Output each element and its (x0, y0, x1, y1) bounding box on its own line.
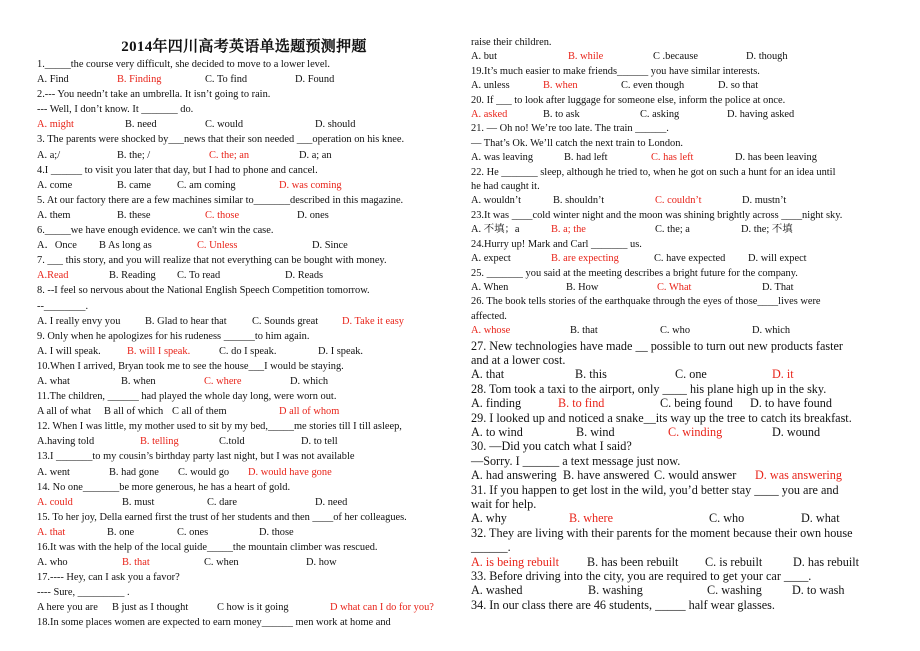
answer-option: D. to tell (301, 436, 338, 448)
answer-option: D. was answering (755, 468, 842, 483)
answer-option: B. Finding (117, 74, 162, 86)
answer-option: D. Take it easy (342, 315, 404, 327)
answer-option: A. had answering (471, 468, 557, 483)
answer-option: A all of what (37, 406, 91, 418)
answer-options (37, 404, 451, 419)
answer-options (471, 425, 885, 439)
answer-option: C. would go (178, 466, 230, 478)
answer-option: D. That (762, 281, 794, 293)
answer-option: A. Find (37, 74, 69, 86)
answer-option: D. Found (295, 74, 335, 86)
answer-options (471, 79, 885, 93)
answer-option: B. when (543, 80, 578, 92)
answer-option: C. do I speak. (219, 345, 277, 357)
answer-option: C .because (653, 51, 699, 63)
answer-option: D. has rebuilt (793, 554, 860, 569)
answer-option: C. Sounds great (252, 315, 319, 327)
answer-options (471, 555, 885, 569)
answer-options (471, 194, 885, 208)
answer-option: D. so that (718, 80, 759, 92)
answer-option: B. wind (576, 424, 615, 439)
answer-option: D. wound (772, 424, 821, 439)
answer-option: C. is rebuilt (705, 554, 763, 569)
answer-options (37, 178, 451, 193)
answer-option: B. shouldn’t (553, 195, 605, 207)
answer-options (37, 148, 451, 163)
answer-option: D. I speak. (318, 345, 364, 357)
answer-option: A here you are (37, 602, 98, 614)
answer-option: C. am coming (177, 179, 236, 191)
answer-options (471, 50, 885, 64)
answer-option: D. would have gone (248, 466, 332, 478)
answer-options (37, 555, 451, 570)
question-text: ______. (471, 540, 511, 555)
answer-option: B. had left (564, 152, 608, 164)
question-text: 33. Before driving into the city, you are required to get your car ____. (471, 569, 812, 584)
answer-option: A. that (471, 367, 505, 382)
left-column (37, 0, 451, 631)
question-text: 8. --I feel so nervous about the National English Speech Competition tomorrow. (37, 285, 370, 297)
answer-option: C. To read (177, 270, 221, 282)
answer-option: D. mustn’t (742, 195, 787, 207)
answer-options (471, 367, 885, 381)
answer-option: D what can I do for you? (330, 602, 434, 614)
answer-option: D. will expect (748, 253, 807, 265)
question-text: 23.It was ____cold winter night and the moon was shining brightly across ____night sky. (471, 209, 843, 221)
answer-option: B. that (122, 557, 150, 569)
answer-option: C how is it going (217, 602, 289, 614)
answer-option: B. came (117, 179, 152, 191)
answer-option: A. them (37, 209, 71, 221)
answer-option: C. Unless (197, 240, 238, 252)
answer-options (37, 495, 451, 510)
question-text: 24.Hurry up! Mark and Carl _______ us. (471, 238, 642, 250)
question-text: 18.In some places women are expected to earn money______ men work at home and (37, 617, 391, 629)
answer-options (471, 511, 885, 525)
answer-option: C. one (675, 367, 707, 382)
question-text: 25. _______ you said at the meeting describes a bright future for the company. (471, 267, 798, 279)
answer-option: D. to wash (792, 583, 845, 598)
question-text: wait for help. (471, 497, 537, 511)
answer-option: D. though (746, 51, 788, 63)
answer-option: C. would (205, 119, 244, 131)
question-text: 14. No one_______be more generous, he has a heart of gold. (37, 481, 291, 493)
answer-option: C. even though (621, 80, 685, 92)
question-text: --- Well, I don’t know. It _______ do. (37, 104, 194, 116)
answer-option: A. unless (471, 80, 510, 92)
answer-options (471, 108, 885, 122)
question-text: 13.I _______to my cousin’s birthday party last night, but I was not available (37, 451, 355, 463)
question-text: — That’s Ok. We’ll catch the next train to London. (471, 137, 684, 149)
answer-option: A. expect (471, 253, 511, 265)
question-text: ---- Sure, _________ . (37, 587, 130, 599)
question-text: 19.It’s much easier to make friends______ you have similar interests. (471, 65, 760, 77)
answer-option: C. who (709, 511, 745, 526)
answer-option: A. finding (471, 396, 522, 411)
answer-option: C. those (205, 209, 240, 221)
question-text: 3. The parents were shocked by___news that their son needed ___operation on his knee. (37, 134, 405, 146)
answer-options (37, 208, 451, 223)
answer-option: B. Reading (109, 270, 156, 282)
answer-option: B. have answered (563, 468, 650, 483)
answer-option: B. has been rebuilt (587, 554, 679, 569)
answer-option: A. I really envy you (37, 315, 121, 327)
question-text: 26. The book tells stories of the earthquake through the eyes of those____lives were (471, 296, 821, 308)
answer-option: B all of which (104, 406, 164, 418)
question-text: 28. Tom took a taxi to the airport, only ____ his plane high up in the sky. (471, 381, 827, 396)
answer-option: C. being found (660, 396, 733, 411)
answer-option: D. which (752, 325, 791, 337)
answer-option: B. will I speak. (127, 345, 191, 357)
answer-option: B. How (566, 281, 599, 293)
question-text: and at a lower cost. (471, 352, 566, 367)
left-question-list (37, 57, 451, 631)
answer-option: B. the; / (117, 149, 151, 161)
answer-option: D. Since (312, 240, 348, 252)
answer-option: A.Read (37, 270, 69, 282)
answer-option: A. was leaving (471, 152, 534, 164)
answer-option: C. To find (205, 74, 248, 86)
answer-option: A. whose (471, 325, 511, 337)
answer-option: D all of whom (279, 406, 340, 418)
answer-options (471, 324, 885, 338)
answer-option: A. what (37, 375, 70, 387)
question-text: 31. If you happen to get lost in the wild, you’d better stay ____ you are and (471, 482, 839, 497)
question-text: 30. —Did you catch what I said? (471, 439, 632, 454)
answer-option: D. Reads (285, 270, 324, 282)
answer-options (37, 374, 451, 389)
document-title: 2014年四川高考英语单选题预测押题 (121, 39, 367, 55)
answer-option: C. when (204, 557, 239, 569)
answer-option: C. couldn’t (655, 195, 702, 207)
question-text: 12. When I was little, my mother used to sit by my bed,_____me stories till I till asleep, (37, 421, 402, 433)
answer-option: D. a; an (299, 149, 332, 161)
answer-option: B. that (570, 325, 598, 337)
answer-option: A. who (37, 557, 68, 569)
answer-option: A．Once (37, 240, 77, 252)
answer-option: D. was coming (279, 179, 342, 191)
answer-option: A. to wind (471, 424, 523, 439)
answer-option: A. went (37, 466, 70, 478)
question-text: 21. — Oh no! We’re too late. The train ______. (471, 123, 669, 135)
answer-option: B. where (569, 511, 613, 526)
answer-options (471, 583, 885, 597)
answer-option: B. had gone (109, 466, 159, 478)
answer-options (471, 151, 885, 165)
answer-option: C. would answer (654, 468, 737, 483)
answer-options (37, 525, 451, 540)
question-text: 2.--- You needn’t take an umbrella. It isn’t going to rain. (37, 89, 271, 101)
answer-option: B. must (122, 496, 155, 508)
question-text: 20. If ___ to look after luggage for someone else, inform the police at once. (471, 94, 786, 106)
answer-option: A. that (37, 526, 66, 538)
question-text: affected. (471, 310, 507, 322)
answer-option: B As long as (99, 240, 152, 252)
answer-option: A.having told (37, 436, 95, 448)
answer-option: A. wouldn’t (471, 195, 522, 207)
answer-option: C. washing (707, 583, 762, 598)
answer-option: D. which (290, 375, 329, 387)
answer-option: D. what (801, 511, 840, 526)
answer-option: D. those (259, 526, 294, 538)
answer-options (471, 396, 885, 410)
answer-option: A. but (471, 51, 497, 63)
answer-option: D. it (772, 367, 794, 382)
answer-option: B just as I thought (112, 602, 189, 614)
question-text: 22. He _______ sleep, although he tried to, when he got on such a hunt for an idea until (471, 166, 836, 178)
answer-option: B. when (121, 375, 156, 387)
answer-option: D. has been leaving (735, 152, 817, 164)
question-text: 1._____the course very difficult, she decided to move to a lower level. (37, 59, 330, 70)
answer-option: B. washing (588, 583, 643, 598)
question-text: raise their children. (471, 37, 552, 48)
answer-option: C. ones (177, 526, 209, 538)
answer-options (37, 434, 451, 449)
answer-option: C. winding (668, 424, 723, 439)
answer-option: A. why (471, 511, 507, 526)
answer-option: B. need (125, 119, 157, 131)
answer-option: A. asked (471, 109, 508, 121)
answer-option: C. dare (207, 496, 238, 508)
question-text: 29. I looked up and noticed a snake__its way up the tree to catch its breakfast. (471, 410, 852, 425)
right-column-top-spacer (471, 0, 885, 36)
answer-option: B. a; the (551, 224, 586, 236)
question-text: 6._____we have enough evidence. we can't win the case. (37, 225, 274, 237)
answer-options (471, 468, 885, 482)
answer-option: D. to have found (750, 396, 832, 411)
question-text: 34. In our class there are 46 students, _____ half wear glasses. (471, 597, 775, 612)
question-text: 11.The children, ______ had played the whole day long, were worn out. (37, 391, 337, 403)
answer-options (37, 314, 451, 329)
answer-option: B. while (568, 51, 604, 63)
answer-option: A. I will speak. (37, 345, 101, 357)
answer-option: A. is being rebuilt (471, 554, 560, 569)
answer-option: B. are expecting (551, 253, 619, 265)
answer-options (37, 117, 451, 132)
question-text: 16.It was with the help of the local guide_____the mountain climber was rescued. (37, 542, 378, 553)
answer-option: C. who (660, 325, 691, 337)
answer-options (37, 268, 451, 283)
answer-option: C all of them (172, 406, 227, 418)
answer-option: C.told (219, 436, 245, 448)
answer-option: A. 不填；a (471, 224, 520, 236)
answer-option: A. might (37, 119, 74, 131)
answer-option: A. When (471, 281, 509, 293)
question-text: 4.I ______ to visit you later that day, but I had to phone and cancel. (37, 164, 318, 176)
question-text: 17.---- Hey, can I ask you a favor? (37, 572, 180, 584)
answer-option: D. ones (297, 209, 329, 221)
answer-option: A. washed (471, 583, 523, 598)
answer-option: A. come (37, 179, 73, 191)
answer-option: B. one (107, 526, 135, 538)
question-text: 27. New technologies have made __ possible to turn out new products faster (471, 338, 843, 353)
answer-options (37, 238, 451, 253)
answer-option: C. the; a (655, 224, 690, 236)
answer-option: D. should (315, 119, 356, 131)
answer-options (37, 600, 451, 615)
answer-option: B. telling (140, 436, 179, 448)
answer-option: D. how (306, 557, 337, 569)
answer-option: C. have expected (654, 253, 726, 265)
answer-option: B. this (575, 367, 607, 382)
question-text: —Sorry. I ______ a text message just now. (471, 453, 681, 468)
question-text: 5. At our factory there are a few machines similar to_______described in this magazine. (37, 194, 404, 206)
answer-option: A. a;/ (37, 149, 61, 161)
answer-option: D. the; 不填 (741, 224, 793, 236)
answer-option: B. to find (558, 396, 605, 411)
answer-option: B. Glad to hear that (145, 315, 227, 327)
answer-options (37, 344, 451, 359)
answer-option: B. to ask (543, 109, 580, 121)
right-column (471, 0, 885, 612)
answer-option: A. could (37, 496, 73, 508)
answer-option: C. asking (640, 109, 680, 121)
right-question-list (471, 36, 885, 612)
answer-options (471, 252, 885, 266)
question-text: he had caught it. (471, 181, 540, 193)
answer-options (471, 223, 885, 237)
answer-option: C. where (204, 375, 242, 387)
question-text: --________. (37, 300, 89, 312)
answer-options (471, 281, 885, 295)
question-text: 32. They are living with their parents for the moment because their own house (471, 525, 853, 540)
question-text: 10.When I arrived, Bryan took me to see the house___I would be staying. (37, 360, 344, 372)
question-text: 9. Only when he apologizes for his rudeness ______to him again. (37, 330, 310, 342)
question-text: 15. To her joy, Della earned first the trust of her students and then ____of her colleagues. (37, 511, 407, 523)
question-text: 7. ___ this story, and you will realize that not everything can be bought with money. (37, 255, 387, 267)
answer-options (37, 72, 451, 87)
answer-option: D. need (315, 496, 348, 508)
answer-option: C. the; an (209, 149, 250, 161)
answer-option: D. having asked (727, 109, 795, 121)
answer-option: C. What (657, 281, 692, 293)
answer-option: B. these (117, 209, 151, 221)
answer-options (37, 465, 451, 480)
answer-option: C. has left (651, 152, 694, 164)
